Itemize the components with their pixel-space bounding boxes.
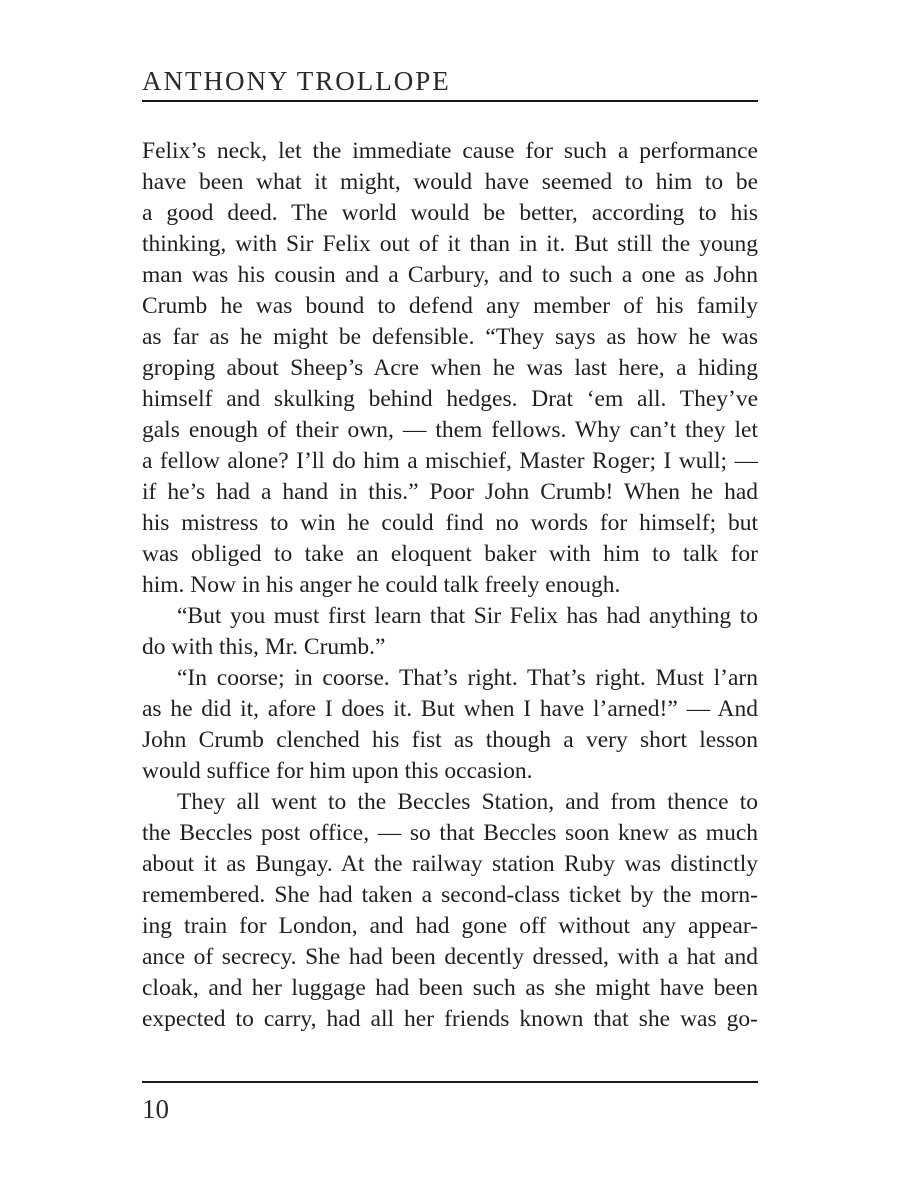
text-line: groping about Sheep’s Acre when he was last here, a hiding <box>142 355 758 381</box>
footer-rule <box>142 1081 758 1083</box>
text-line: “In coorse; in coorse. That’s right. That’s right. Must l’arn <box>177 665 758 691</box>
text-line: as he did it, afore I does it. But when I have l’arned!” — And <box>142 696 758 722</box>
text-line: would suffice for him upon this occasion. <box>142 758 533 784</box>
text-line: remembered. She had taken a second-class ticket by the morn- <box>142 882 758 908</box>
text-line: man was his cousin and a Carbury, and to such a one as John <box>142 262 758 288</box>
text-line: John Crumb clenched his fist as though a very short lesson <box>142 727 758 753</box>
text-line: ing train for London, and had gone off without any appear- <box>142 913 758 939</box>
text-line: about it as Bungay. At the railway station Ruby was distinctly <box>142 851 758 877</box>
text-line: “But you must first learn that Sir Felix has had anything to <box>177 603 758 629</box>
page-body <box>142 136 758 1035</box>
text-line: as far as he might be defensible. “They says as how he was <box>142 324 758 350</box>
text-line: if he’s had a hand in this.” Poor John Crumb! When he had <box>142 479 758 505</box>
text-line: himself and skulking behind hedges. Drat ‘em all. They’ve <box>142 386 758 412</box>
text-line: ance of secrecy. She had been decently dressed, with a hat and <box>142 944 758 970</box>
header-rule <box>142 100 758 102</box>
text-line: expected to carry, had all her friends known that she was go- <box>142 1006 758 1032</box>
text-line: a fellow alone? I’ll do him a mischief, Master Roger; I wull; — <box>142 448 758 474</box>
text-line: Crumb he was bound to defend any member of his family <box>142 293 758 319</box>
page-number: 10 <box>142 1094 169 1124</box>
text-line: a good deed. The world would be better, according to his <box>142 200 758 226</box>
text-line: do with this, Mr. Crumb.” <box>142 634 386 660</box>
text-line: cloak, and her luggage had been such as she might have been <box>142 975 758 1001</box>
text-line: They all went to the Beccles Station, and from thence to <box>177 789 758 815</box>
running-head-title: ANTHONY TROLLOPE <box>142 66 451 96</box>
text-line: him. Now in his anger he could talk freely enough. <box>142 572 621 598</box>
text-line: Felix’s neck, let the immediate cause for such a performance <box>142 138 758 164</box>
text-line: gals enough of their own, — them fellows. Why can’t they let <box>142 417 758 443</box>
text-line: his mistress to win he could find no words for himself; but <box>142 510 758 536</box>
text-line: thinking, with Sir Felix out of it than in it. But still the young <box>142 231 758 257</box>
text-line: the Beccles post office, — so that Beccles soon knew as much <box>142 820 758 846</box>
text-line: have been what it might, would have seemed to him to be <box>142 169 758 195</box>
text-line: was obliged to take an eloquent baker with him to talk for <box>142 541 758 567</box>
